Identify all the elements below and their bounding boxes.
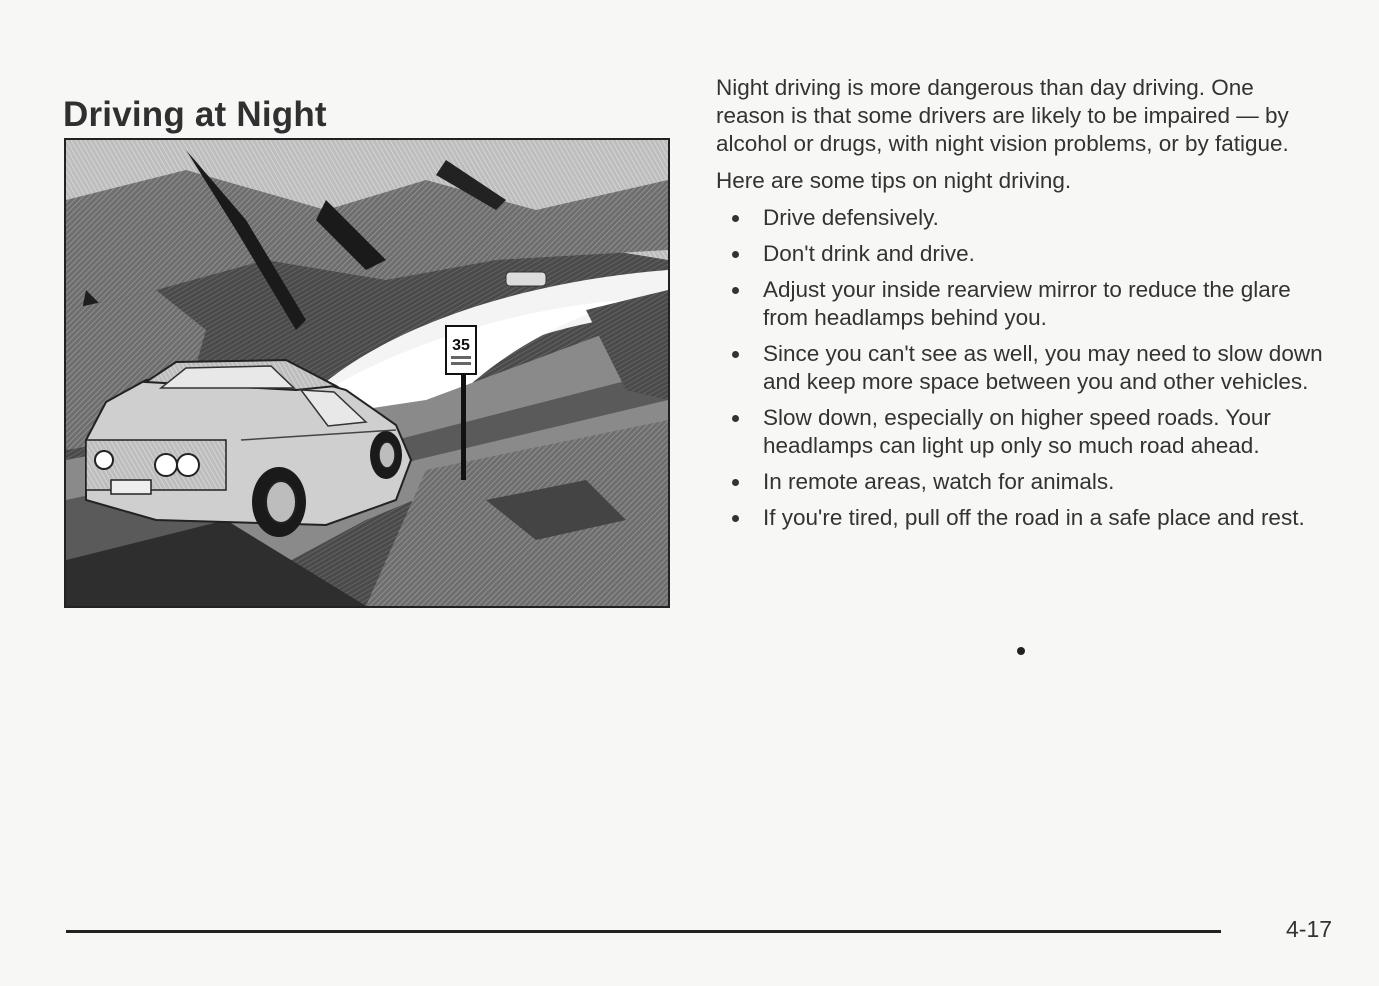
intro-paragraph: Night driving is more dangerous than day driving. One reason is that some drivers are likely to be impaired — by alcohol or drugs, with night vision problems, or by fatigue. [716,75,1289,156]
list-item [716,504,1326,532]
tip-text: Since you can't see as well, you may need to slow down and keep more space between you and other vehicles. [763,341,1323,394]
list-item [716,276,1326,332]
bullet-icon [732,479,739,486]
night-driving-illustration [64,138,670,608]
footer-divider [66,930,1221,933]
tip-text: In remote areas, watch for animals. [763,469,1115,494]
list-item [716,404,1326,460]
tip-text: Don't drink and drive. [763,241,975,266]
bullet-icon [732,287,739,294]
stray-bullet-icon [1017,647,1025,655]
tip-text: Adjust your inside rearview mirror to reduce the glare from headlamps behind you. [763,277,1291,330]
bullet-icon [732,515,739,522]
bullet-icon [732,351,739,358]
bullet-icon [732,251,739,258]
tip-text: Slow down, especially on higher speed roads. Your headlamps can light up only so much road ahead. [763,405,1271,458]
tip-text: If you're tired, pull off the road in a safe place and rest. [763,505,1305,530]
bullet-icon [732,415,739,422]
tips-intro: Here are some tips on night driving. [716,168,1072,193]
body-text [716,74,1326,540]
list-item [716,204,1326,232]
night-road-car-illustration [66,140,668,606]
list-item [716,340,1326,396]
tip-text: Drive defensively. [763,205,939,230]
tips-list [716,204,1326,532]
page-number: 4-17 [1286,916,1333,942]
page-title: Driving at Night [63,95,327,135]
list-item [716,240,1326,268]
bullet-icon [732,215,739,222]
list-item [716,468,1326,496]
speed-sign-number: 35 [452,337,470,354]
